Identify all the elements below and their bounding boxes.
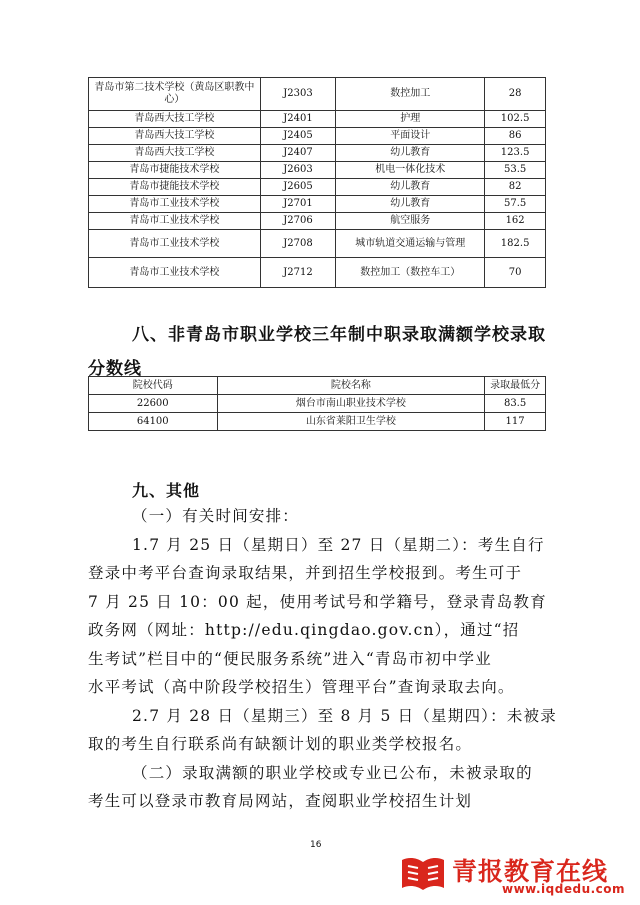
table-row — [89, 213, 546, 230]
major-cell: 平面设计 — [336, 128, 485, 145]
score-cell: 117 — [485, 413, 546, 431]
table-row — [89, 111, 546, 128]
code-cell: J2401 — [260, 111, 336, 128]
table-row — [89, 179, 546, 196]
paragraph-line: （二）录取满额的职业学校或专业已公布，未被录取的 — [132, 763, 533, 782]
table-row — [89, 395, 546, 413]
table-row — [89, 196, 546, 213]
page-number: 16 — [310, 840, 322, 850]
watermark-text: 青报教育在线 — [452, 857, 609, 886]
code-cell: J2405 — [260, 128, 336, 145]
school-cell: 青岛市捷能技术学校 — [89, 162, 261, 179]
table-row — [89, 230, 546, 258]
code-cell: 22600 — [89, 395, 218, 413]
admission-table-2 — [88, 376, 546, 431]
score-cell: 86 — [485, 128, 546, 145]
school-cell: 青岛西大技工学校 — [89, 128, 261, 145]
table-row — [89, 128, 546, 145]
paragraph-line: 登录中考平台查询录取结果，并到招生学校报到。考生可于 — [88, 564, 523, 582]
score-cell: 70 — [485, 258, 546, 288]
major-cell: 幼儿教育 — [336, 179, 485, 196]
major-cell: 航空服务 — [336, 213, 485, 230]
school-cell: 青岛市工业技术学校 — [89, 213, 261, 230]
code-cell: J2712 — [260, 258, 336, 288]
major-cell: 数控加工（数控车工） — [336, 258, 485, 288]
school-cell: 山东省莱阳卫生学校 — [217, 413, 485, 431]
code-cell: J2701 — [260, 196, 336, 213]
major-cell: 城市轨道交通运输与管理 — [336, 230, 485, 258]
score-cell: 57.5 — [485, 196, 546, 213]
table-row — [89, 413, 546, 431]
paragraph-line: 政务网（网址：http://edu.qingdao.gov.cn），通过“招 — [88, 621, 520, 639]
code-cell: J2603 — [260, 162, 336, 179]
header-score: 录取最低分 — [485, 377, 546, 395]
major-cell: 幼儿教育 — [336, 196, 485, 213]
paragraph-line: 7 月 25 日 10：00 起，使用考试号和学籍号，登录青岛教育 — [88, 592, 547, 611]
watermark-logo — [400, 850, 632, 900]
paragraph-line: 考生可以登录市教育局网站，查阅职业学校招生计划 — [88, 792, 473, 810]
score-cell: 28 — [485, 78, 546, 111]
section-9-body — [88, 502, 557, 816]
table-row — [89, 162, 546, 179]
school-cell: 青岛西大技工学校 — [89, 145, 261, 162]
major-cell: 机电一体化技术 — [336, 162, 485, 179]
code-cell: J2605 — [260, 179, 336, 196]
code-cell: J2708 — [260, 230, 336, 258]
code-cell: J2706 — [260, 213, 336, 230]
school-cell: 青岛市工业技术学校 — [89, 230, 261, 258]
score-cell: 182.5 — [485, 230, 546, 258]
school-cell: 青岛市工业技术学校 — [89, 258, 261, 288]
code-cell: J2303 — [260, 78, 336, 111]
paragraph-line: 1.7 月 25 日（星期日）至 27 日（星期二）：考生自行 — [132, 535, 545, 554]
score-cell: 53.5 — [485, 162, 546, 179]
table-header-row — [89, 377, 546, 395]
score-cell: 82 — [485, 179, 546, 196]
school-cell: 青岛西大技工学校 — [89, 111, 261, 128]
section-8-title-continued: 分数线 — [88, 359, 142, 379]
section-9-title: 九、其他 — [132, 481, 201, 500]
school-cell: 烟台市南山职业技术学校 — [217, 395, 485, 413]
table-row — [89, 145, 546, 162]
school-cell: 青岛市工业技术学校 — [89, 196, 261, 213]
score-cell: 102.5 — [485, 111, 546, 128]
major-cell: 护理 — [336, 111, 485, 128]
subsection-title: （一）有关时间安排： — [132, 507, 300, 525]
watermark-url: www.iqdedu.com — [502, 882, 626, 896]
paragraph-line: 水平考试（高中阶段学校招生）管理平台”查询录取去向。 — [88, 678, 515, 696]
score-cell: 83.5 — [485, 395, 546, 413]
section-8-title: 八、非青岛市职业学校三年制中职录取满额学校录取 — [132, 325, 546, 345]
header-code: 院校代码 — [89, 377, 218, 395]
paragraph-line: 生考试”栏目中的“便民服务系统”进入“青岛市初中学业 — [88, 649, 492, 668]
score-cell: 123.5 — [485, 145, 546, 162]
code-cell: J2407 — [260, 145, 336, 162]
major-cell: 数控加工 — [336, 78, 485, 111]
table-row — [89, 258, 546, 288]
open-book-icon — [400, 854, 446, 894]
score-cell: 162 — [485, 213, 546, 230]
paragraph-line: 取的考生自行联系尚有缺额计划的职业类学校报名。 — [88, 735, 473, 753]
header-school: 院校名称 — [217, 377, 485, 395]
table-row — [89, 78, 546, 111]
code-cell: 64100 — [89, 413, 218, 431]
school-cell: 青岛市捷能技术学校 — [89, 179, 261, 196]
paragraph-line: 2.7 月 28 日（星期三）至 8 月 5 日（星期四）：未被录 — [132, 706, 557, 725]
major-cell: 幼儿教育 — [336, 145, 485, 162]
school-cell: 青岛市第二技术学校（黄岛区职教中心） — [89, 78, 261, 111]
admission-table-1 — [88, 77, 546, 288]
